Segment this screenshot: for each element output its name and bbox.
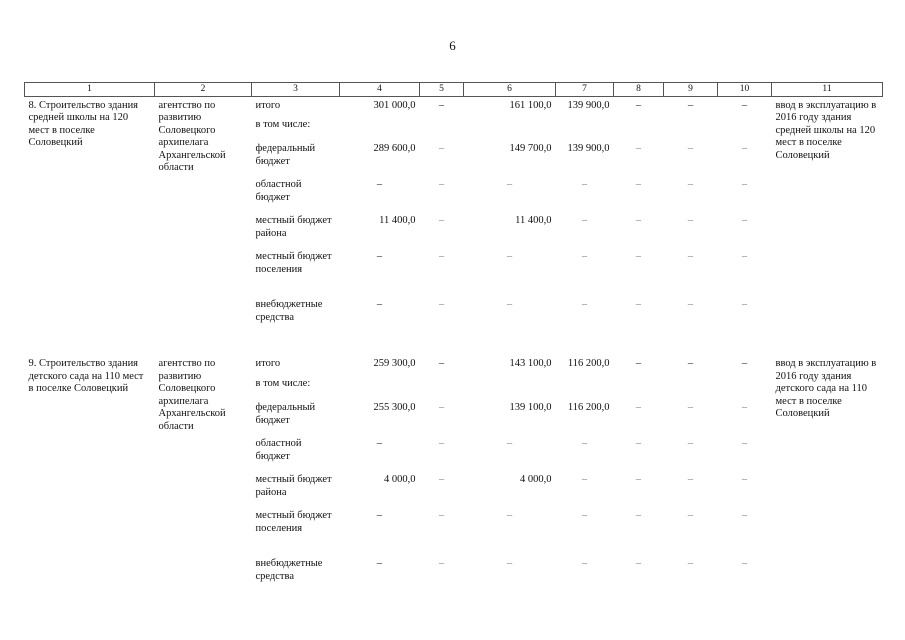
value-cell-c7: – (581, 510, 588, 521)
value-cell-c4: 289 600,0 (373, 143, 416, 154)
value-cell-c9: – (687, 438, 694, 449)
col-header: 11 (772, 83, 883, 97)
value-cell-c4: 301 000,0 (373, 99, 416, 111)
value-cell-c7: 139 900,0 (567, 143, 610, 154)
value-cell-c10: – (741, 474, 748, 485)
value-cell-c8: – (635, 438, 642, 449)
value-cell-c9 (664, 375, 718, 399)
value-cell-c6 (464, 375, 556, 399)
value-cell-c5: – (438, 474, 445, 485)
col-header: 1 (25, 83, 155, 97)
value-cell-c7: – (581, 215, 588, 226)
value-cell-c8: – (635, 179, 642, 190)
value-cell-c5: – (438, 438, 445, 449)
value-cell-c6 (464, 116, 556, 140)
funding-source-label: местный бюджет района (255, 474, 332, 498)
col-header: 5 (420, 83, 464, 97)
value-cell-c4: – (376, 299, 383, 310)
value-cell-c7: – (581, 474, 588, 485)
value-cell-c5: – (438, 402, 445, 413)
table-row (25, 355, 883, 375)
col-header: 6 (464, 83, 556, 97)
value-cell-c5: – (438, 99, 445, 111)
value-cell-c7: – (581, 438, 588, 449)
value-cell-c6: – (506, 438, 513, 449)
value-cell-c10: – (741, 143, 748, 154)
value-cell-c6: 4 000,0 (520, 474, 552, 485)
funding-source-label: местный бюджет поселения (255, 510, 332, 534)
value-cell-c9: – (687, 143, 694, 154)
funding-source-label: внебюджетные средства (255, 299, 323, 323)
value-cell-c6: 11 400,0 (515, 215, 552, 226)
value-cell-c10: – (741, 402, 748, 413)
value-cell-c8: – (635, 358, 642, 369)
value-cell-c10: – (741, 358, 748, 369)
value-cell-c5: – (438, 299, 445, 310)
value-cell-c9: – (687, 358, 694, 369)
value-cell-c10: – (741, 438, 748, 449)
value-cell-c6: – (506, 251, 513, 262)
value-cell-c9: – (687, 99, 694, 111)
value-cell-c5: – (438, 358, 445, 369)
value-cell-c10 (718, 116, 772, 140)
value-cell-c10: – (741, 179, 748, 190)
funding-source-label: внебюджетные средства (255, 558, 323, 582)
value-cell-c7 (556, 375, 614, 399)
value-cell-c4: – (376, 558, 383, 569)
item-name: 9. Строительство здания детского сада на 110 мест в поселке Соловецкий (28, 358, 144, 394)
col-header: 9 (664, 83, 718, 97)
value-cell-c8: – (635, 99, 642, 111)
value-cell-c6: 149 700,0 (509, 143, 552, 154)
value-cell-c9: – (687, 402, 694, 413)
table-row (25, 96, 883, 116)
value-cell-c10: – (741, 251, 748, 262)
value-cell-c5: – (438, 179, 445, 190)
value-cell-c10: – (741, 299, 748, 310)
value-cell-c5: – (438, 143, 445, 154)
value-cell-c10: – (741, 215, 748, 226)
value-cell-c5 (420, 375, 464, 399)
col-header: 10 (718, 83, 772, 97)
value-cell-c8: – (635, 510, 642, 521)
column-number-row (25, 83, 883, 97)
value-cell-c6: – (506, 558, 513, 569)
value-cell-c8: – (635, 299, 642, 310)
item-agency: агентство по развитию Соловецкого архипелага Архангельской области (158, 99, 226, 173)
value-cell-c4 (340, 116, 420, 140)
value-cell-c8: – (635, 251, 642, 262)
col-header: 8 (614, 83, 664, 97)
funding-source-label: местный бюджет района (255, 215, 332, 239)
value-cell-c7: – (581, 251, 588, 262)
value-cell-c4: 4 000,0 (384, 474, 416, 485)
value-cell-c6: – (506, 179, 513, 190)
value-cell-c6: 161 100,0 (509, 99, 552, 111)
value-cell-c10: – (741, 510, 748, 521)
value-cell-c4: – (376, 179, 383, 190)
value-cell-c4 (340, 375, 420, 399)
value-cell-c10 (718, 375, 772, 399)
value-cell-c4: – (376, 438, 383, 449)
item-expected-result: ввод в эксплуатацию в 2016 году здания средней школы на 120 мест в поселке Соловецкий (775, 99, 877, 161)
item-agency: агентство по развитию Соловецкого архипелага Архангельской области (158, 358, 226, 432)
col-header: 4 (340, 83, 420, 97)
value-cell-c8: – (635, 402, 642, 413)
value-cell-c5: – (438, 510, 445, 521)
col-header: 7 (556, 83, 614, 97)
value-cell-c9 (664, 116, 718, 140)
value-cell-c7 (556, 116, 614, 140)
value-cell-c4: 11 400,0 (379, 215, 416, 226)
value-cell-c6: – (506, 299, 513, 310)
value-cell-c9: – (687, 299, 694, 310)
value-cell-c7: 116 200,0 (567, 402, 610, 413)
value-cell-c8 (614, 116, 664, 140)
value-cell-c10: – (741, 558, 748, 569)
value-cell-c7: – (581, 558, 588, 569)
funding-source-label: областной бюджет (255, 179, 302, 203)
value-cell-c8: – (635, 215, 642, 226)
value-cell-c9: – (687, 558, 694, 569)
value-cell-c4: – (376, 251, 383, 262)
funding-source-label: в том числе: (255, 378, 311, 389)
value-cell-c6: 139 100,0 (509, 402, 552, 413)
value-cell-c9: – (687, 215, 694, 226)
funding-source-label: итого (255, 99, 281, 111)
item-name: 8. Строительство здания средней школы на 120 мест в поселке Соловецкий (28, 99, 139, 148)
funding-source-label: итого (255, 358, 281, 369)
value-cell-c5: – (438, 215, 445, 226)
funding-source-label: федеральный бюджет (255, 402, 316, 426)
value-cell-c10: – (741, 99, 748, 111)
funding-source-label: в том числе: (255, 119, 311, 130)
item-separator (25, 332, 883, 355)
value-cell-c4: – (376, 510, 383, 521)
value-cell-c9: – (687, 474, 694, 485)
value-cell-c9: – (687, 510, 694, 521)
value-cell-c9: – (687, 179, 694, 190)
value-cell-c6: – (506, 510, 513, 521)
value-cell-c8 (614, 375, 664, 399)
col-header: 3 (252, 83, 340, 97)
funding-source-label: областной бюджет (255, 438, 302, 462)
value-cell-c4: 255 300,0 (373, 402, 416, 413)
value-cell-c7: – (581, 299, 588, 310)
value-cell-c5: – (438, 558, 445, 569)
value-cell-c5 (420, 116, 464, 140)
col-header: 2 (155, 83, 252, 97)
value-cell-c8: – (635, 558, 642, 569)
page-number: 6 (449, 38, 456, 53)
value-cell-c7: 139 900,0 (567, 99, 610, 111)
value-cell-c8: – (635, 474, 642, 485)
value-cell-c4: 259 300,0 (373, 358, 416, 369)
value-cell-c7: – (581, 179, 588, 190)
spacer (25, 332, 883, 355)
value-cell-c9: – (687, 251, 694, 262)
funding-source-label: федеральный бюджет (255, 143, 316, 167)
item-expected-result: ввод в эксплуатацию в 2016 году здания детского сада на 110 мест в поселке Соловецкий (775, 358, 877, 419)
value-cell-c7: 116 200,0 (567, 358, 610, 369)
value-cell-c5: – (438, 251, 445, 262)
value-cell-c6: 143 100,0 (509, 358, 552, 369)
value-cell-c8: – (635, 143, 642, 154)
funding-source-label: местный бюджет поселения (255, 251, 332, 275)
financing-table (24, 82, 883, 591)
